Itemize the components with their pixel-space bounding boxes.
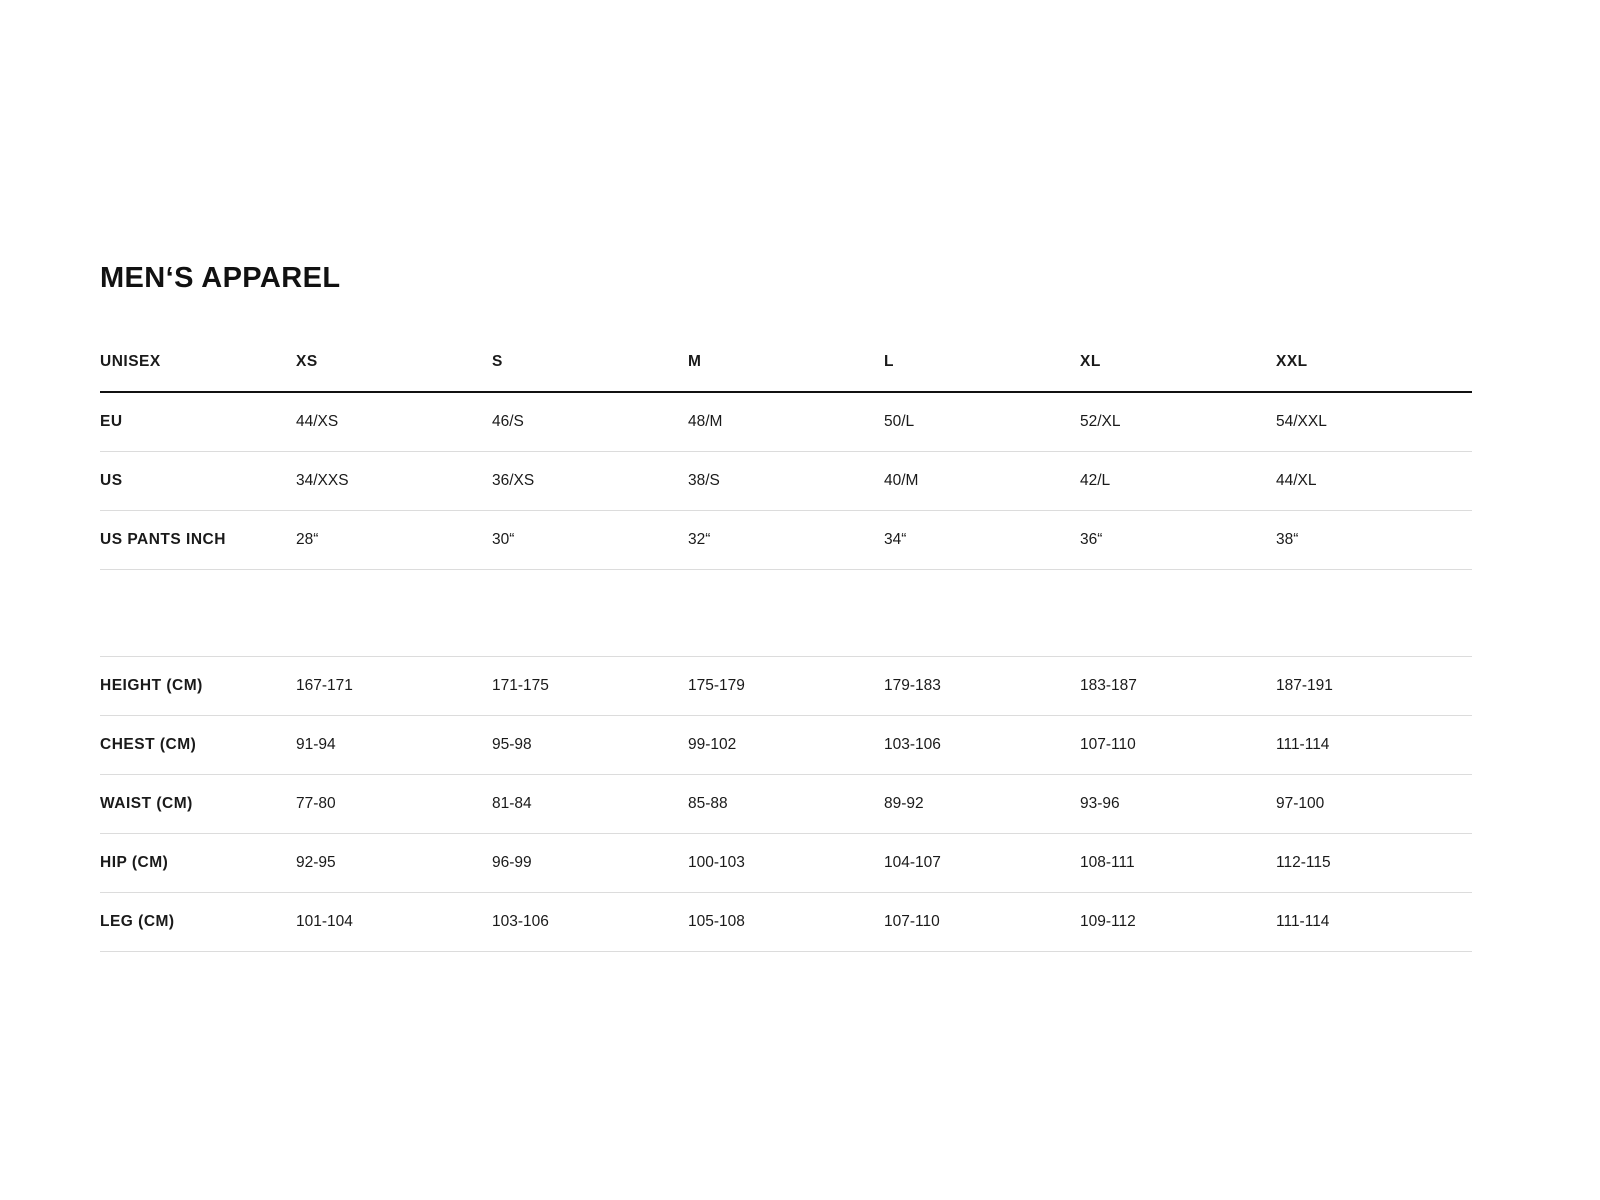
- cell-waist-xs: 77-80: [296, 795, 336, 812]
- cell-eu-xxl: 54/XXL: [1276, 413, 1327, 430]
- cell-us-pants-xs: 28“: [296, 531, 319, 548]
- table-body: [100, 392, 1472, 952]
- cell-waist-xxl: 97-100: [1276, 795, 1325, 812]
- cell-hip-xl: 108-111: [1080, 854, 1135, 871]
- cell-us-pants-s: 30“: [492, 531, 515, 548]
- size-chart-table: [100, 333, 1472, 952]
- cell-us-xl: 42/L: [1080, 472, 1111, 489]
- cell-chest-l: 103-106: [884, 736, 941, 753]
- row-label-chest: CHEST (CM): [100, 736, 197, 753]
- cell-eu-xl: 52/XL: [1080, 413, 1121, 430]
- cell-chest-xl: 107-110: [1080, 736, 1136, 753]
- table-row: [100, 716, 1472, 775]
- spacer-cell: [492, 570, 688, 657]
- cell-leg-xs: 101-104: [296, 913, 353, 930]
- cell-us-pants-xl: 36“: [1080, 531, 1103, 548]
- cell-chest-s: 95-98: [492, 736, 532, 753]
- table-group-spacer: [100, 570, 1472, 657]
- cell-height-xs: 167-171: [296, 677, 353, 694]
- spacer-cell: [1276, 570, 1472, 657]
- cell-leg-xxl: 111-114: [1276, 913, 1330, 930]
- cell-waist-m: 85-88: [688, 795, 728, 812]
- table-row: [100, 511, 1472, 570]
- cell-us-xs: 34/XXS: [296, 472, 349, 489]
- column-header-m: M: [688, 353, 702, 370]
- cell-leg-xl: 109-112: [1080, 913, 1136, 930]
- row-label-leg: LEG (CM): [100, 913, 175, 930]
- cell-chest-xs: 91-94: [296, 736, 336, 753]
- table-header-row: [100, 333, 1472, 392]
- cell-height-xl: 183-187: [1080, 677, 1137, 694]
- cell-eu-m: 48/M: [688, 413, 723, 430]
- row-label-us-pants-inch: US PANTS INCH: [100, 531, 226, 548]
- cell-eu-l: 50/L: [884, 413, 915, 430]
- cell-us-l: 40/M: [884, 472, 919, 489]
- table-row: [100, 834, 1472, 893]
- row-label-waist: WAIST (CM): [100, 795, 193, 812]
- cell-height-m: 175-179: [688, 677, 745, 694]
- spacer-cell: [884, 570, 1080, 657]
- table-row: [100, 893, 1472, 952]
- cell-leg-m: 105-108: [688, 913, 745, 930]
- cell-waist-s: 81-84: [492, 795, 532, 812]
- cell-leg-l: 107-110: [884, 913, 940, 930]
- spacer-cell: [296, 570, 492, 657]
- column-header-xl: XL: [1080, 353, 1101, 370]
- cell-hip-xs: 92-95: [296, 854, 336, 871]
- row-label-eu: EU: [100, 413, 123, 430]
- cell-height-s: 171-175: [492, 677, 549, 694]
- column-header-l: L: [884, 353, 894, 370]
- cell-eu-xs: 44/XS: [296, 413, 339, 430]
- row-label-height: HEIGHT (CM): [100, 677, 203, 694]
- cell-chest-m: 99-102: [688, 736, 737, 753]
- column-header-s: S: [492, 353, 503, 370]
- table-row: [100, 657, 1472, 716]
- row-label-hip: HIP (CM): [100, 854, 169, 871]
- cell-height-xxl: 187-191: [1276, 677, 1333, 694]
- row-label-us: US: [100, 472, 123, 489]
- cell-us-xxl: 44/XL: [1276, 472, 1317, 489]
- cell-eu-s: 46/S: [492, 413, 524, 430]
- table-row: [100, 775, 1472, 834]
- cell-waist-xl: 93-96: [1080, 795, 1120, 812]
- table-row: [100, 452, 1472, 511]
- cell-hip-s: 96-99: [492, 854, 532, 871]
- spacer-cell: [1080, 570, 1276, 657]
- cell-us-pants-m: 32“: [688, 531, 711, 548]
- cell-height-l: 179-183: [884, 677, 941, 694]
- spacer-cell: [100, 570, 296, 657]
- cell-hip-xxl: 112-115: [1276, 854, 1331, 871]
- cell-hip-m: 100-103: [688, 854, 745, 871]
- cell-waist-l: 89-92: [884, 795, 924, 812]
- column-header-xxl: XXL: [1276, 353, 1308, 370]
- cell-us-m: 38/S: [688, 472, 720, 489]
- cell-hip-l: 104-107: [884, 854, 941, 871]
- cell-us-pants-xxl: 38“: [1276, 531, 1299, 548]
- table-header: [100, 333, 1472, 392]
- table-row: [100, 392, 1472, 452]
- size-chart-content: [100, 262, 1472, 952]
- column-header-unisex: UNISEX: [100, 353, 161, 370]
- column-header-xs: XS: [296, 353, 318, 370]
- cell-us-pants-l: 34“: [884, 531, 907, 548]
- spacer-cell: [688, 570, 884, 657]
- cell-us-s: 36/XS: [492, 472, 535, 489]
- cell-chest-xxl: 111-114: [1276, 736, 1330, 753]
- page-title: MEN‘S APPAREL: [100, 262, 341, 294]
- cell-leg-s: 103-106: [492, 913, 549, 930]
